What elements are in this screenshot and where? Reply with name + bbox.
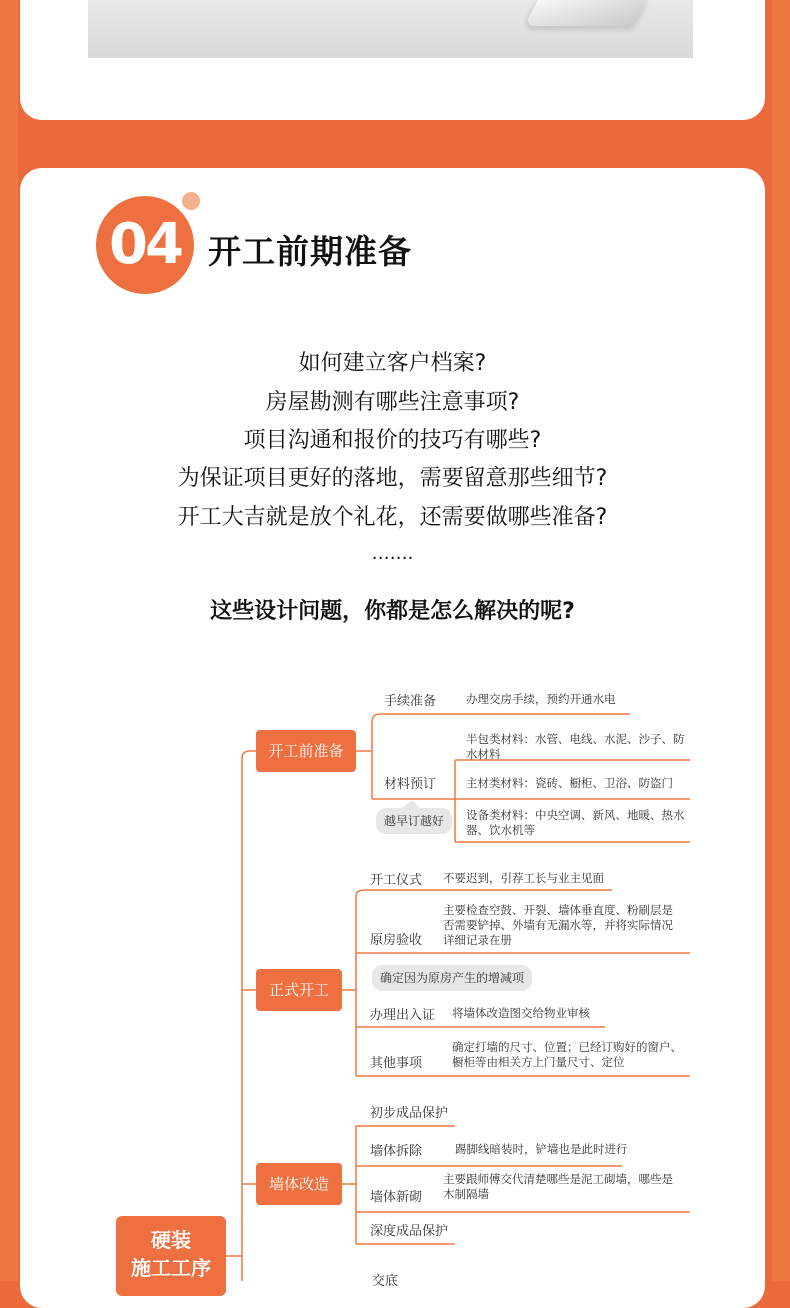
detail-new-walls: 主要跟师傅交代清楚哪些是泥工砌墙，哪些是木制隔墙 xyxy=(443,1172,673,1201)
detail-inspection: 主要检查空鼓、开裂、墙体垂直度、粉刷层是否需要铲掉、外墙有无漏水等，并将实际情况详细记录在册 xyxy=(443,903,673,947)
section-number-badge: 04 xyxy=(96,196,194,294)
question-3: 项目沟通和报价的技巧有哪些? xyxy=(243,428,542,453)
question-1: 如何建立客户档案? xyxy=(298,351,487,376)
detail-materials-3: 设备类材料：中央空调、新风、地暖、热水器、饮水机等 xyxy=(466,808,685,837)
question-4: 为保证项目更好的落地，需要留意那些细节? xyxy=(177,466,608,491)
detail-materials-1: 半包类材料：水管、电线、水泥、沙子、防水材料 xyxy=(466,732,685,761)
note-inspection: 确定因为原房产生的增减项 xyxy=(372,965,532,991)
branch-start: 正式开工 xyxy=(256,969,342,1011)
section-title: 开工前期准备 xyxy=(208,232,412,271)
detail-procedures: 办理交房手续，预约开通水电 xyxy=(466,692,616,706)
question-5: 开工大吉就是放个礼花，还需要做哪些准备? xyxy=(177,505,608,530)
item-new-walls: 墙体新砌 xyxy=(370,1190,423,1205)
item-deep-protection: 深度成品保护 xyxy=(370,1224,449,1239)
note-order-early: 越早订越好 xyxy=(376,808,452,834)
root-line-2: 施工工序 xyxy=(131,1256,211,1280)
mindmap-root xyxy=(116,1216,226,1296)
ellipsis: ……. xyxy=(371,543,414,564)
detail-other: 确定打墙的尺寸、位置；已经订购好的窗户、橱柜等由相关方上门量尺寸、定位 xyxy=(452,1040,682,1069)
item-handover: 交底 xyxy=(372,1274,399,1289)
question-2: 房屋勘测有哪些注意事项? xyxy=(265,390,520,415)
root-line-1: 硬装 xyxy=(151,1228,191,1252)
item-inspection: 原房验收 xyxy=(370,933,423,948)
item-demolition: 墙体拆除 xyxy=(370,1144,423,1159)
item-initial-protection: 初步成品保护 xyxy=(370,1106,449,1121)
detail-pass: 将墙体改造图交给物业审核 xyxy=(452,1006,590,1020)
closing-question: 这些设计问题，你都是怎么解决的呢? xyxy=(210,599,575,624)
item-procedures: 手续准备 xyxy=(384,694,437,709)
item-ceremony: 开工仪式 xyxy=(370,873,423,888)
item-pass: 办理出入证 xyxy=(370,1008,436,1023)
detail-ceremony: 不要迟到，引荐工长与业主见面 xyxy=(443,871,604,885)
item-other: 其他事项 xyxy=(370,1056,423,1071)
detail-demolition: 踢脚线暗装时，铲墙也是此时进行 xyxy=(455,1142,628,1156)
branch-prep: 开工前准备 xyxy=(256,730,356,772)
detail-materials-2: 主材类材料：瓷砖、橱柜、卫浴、防盗门 xyxy=(466,776,673,790)
item-materials: 材料预订 xyxy=(384,777,437,792)
branch-wall: 墙体改造 xyxy=(256,1163,342,1205)
